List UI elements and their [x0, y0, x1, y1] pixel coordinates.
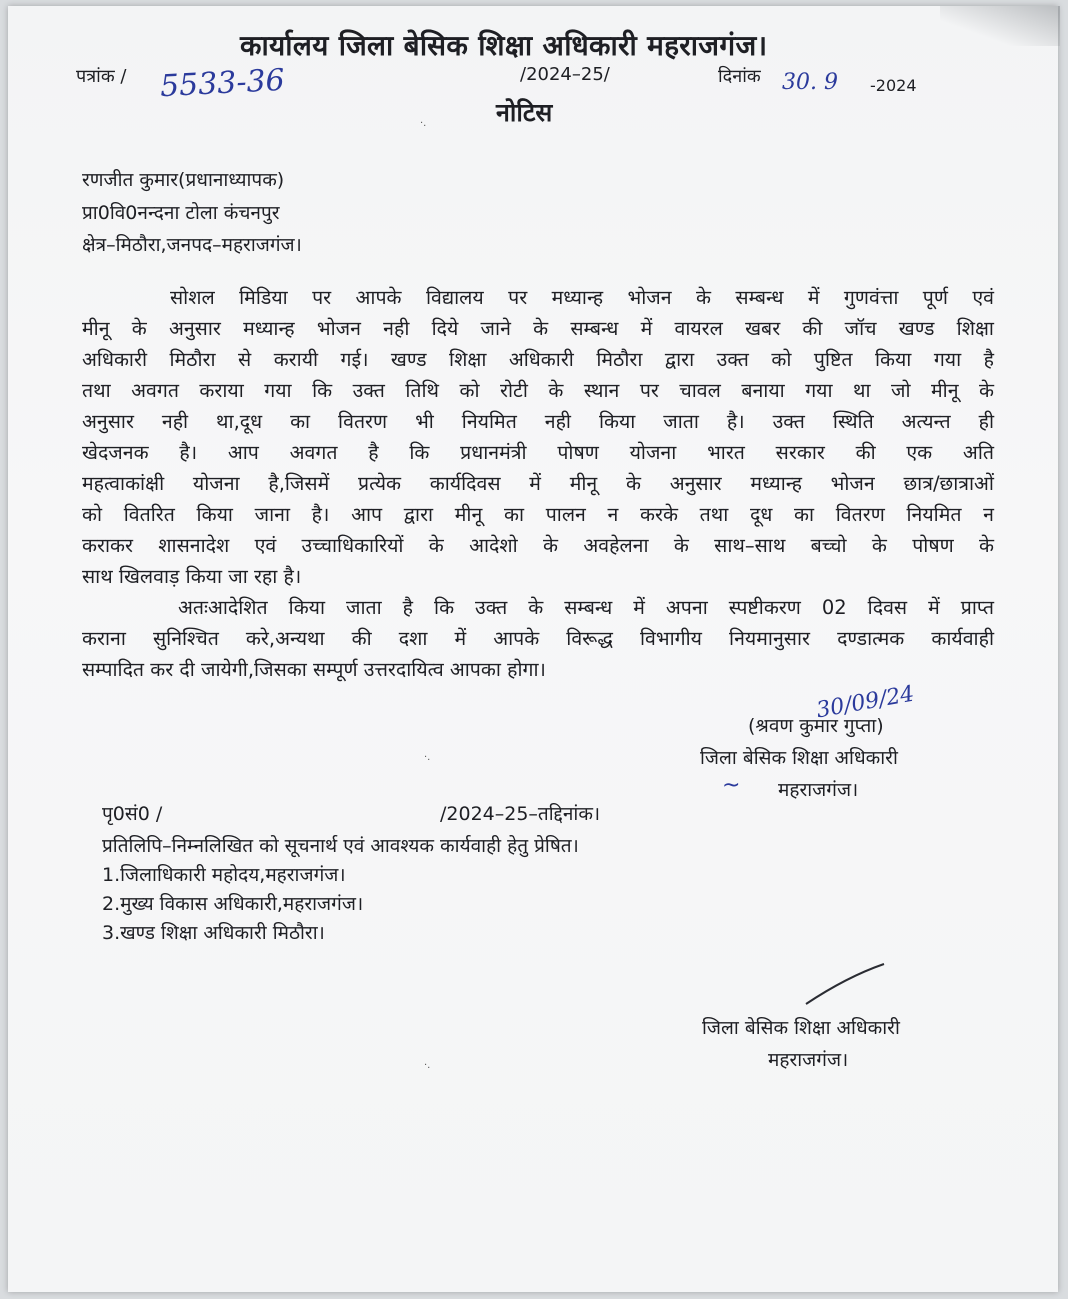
signatory-name: (श्रवण कुमार गुप्ता) — [748, 715, 884, 737]
footer-designation: जिला बेसिक शिक्षा अधिकारी — [702, 1017, 900, 1039]
para2-line: सम्पादित कर दी जायेगी,जिसका सम्पूर्ण उत्तरदायित्व आपका होगा। — [82, 658, 546, 681]
copy-item: 1.जिलाधिकारी महोदय,महराजगंज। — [102, 864, 346, 886]
office-title: कार्यालय जिला बेसिक शिक्षा अधिकारी महराजगंज। — [240, 29, 768, 62]
para1-line: अनुसार नही था,दूध का वितरण भी नियमित नही किया जाता है। उक्त स्थिति अत्यन्त ही — [82, 410, 994, 433]
initials-mark-icon: ~ — [722, 773, 741, 798]
copy-ref-right: /2024–25–तद्दिनांक। — [440, 803, 601, 825]
footer-place: महराजगंज। — [768, 1049, 849, 1071]
copy-item: 3.खण्ड शिक्षा अधिकारी मिठौरा। — [102, 922, 325, 944]
speck-icon: ·. — [420, 118, 427, 129]
para1-line: साथ खिलवाड़ किया जा रहा है। — [82, 565, 302, 588]
para1-line: महत्वाकांक्षी योजना है,जिसमें प्रत्येक कार्यदिवस में मीनू के अनुसार मध्यान्ह भोजन छात्र/छात्राओं — [82, 472, 994, 495]
addressee-line-2: प्रा0वि0नन्दना टोला कंचनपुर — [82, 202, 280, 224]
addressee-line-3: क्षेत्र–मिठौरा,जनपद–महराजगंज। — [82, 234, 302, 256]
para2-line: अतःआदेशित किया जाता है कि उक्त के सम्बन्ध में अपना स्पष्टीकरण 02 दिवस में प्राप्त — [178, 596, 994, 619]
copy-item: 2.मुख्य विकास अधिकारी,महराजगंज। — [102, 893, 364, 915]
speck-icon: ·. — [424, 752, 431, 763]
page-corner-shadow — [940, 6, 1060, 46]
para2-line: कराना सुनिश्चित करे,अन्यथा की दशा में आपके विरूद्ध विभागीय नियमानुसार दण्डात्मक कार्यवाही — [82, 627, 994, 650]
notice-heading: नोटिस — [496, 98, 553, 127]
ref-year: /2024–25/ — [520, 64, 610, 85]
signatory-place: महराजगंज। — [778, 779, 859, 801]
signature-handwritten: 30/09/24 — [814, 681, 917, 724]
para1-line: को वितरित किया जाना है। आप द्वारा मीनू का पालन न करके तथा दूध का वितरण नियमित न — [82, 503, 994, 526]
date-label: दिनांक — [718, 66, 761, 87]
signature-stroke-icon — [800, 960, 890, 1010]
para1-line: तथा अवगत कराया गया कि उक्त तिथि को रोटी के स्थान पर चावल बनाया गया था जो मीनू के — [82, 379, 994, 402]
body-paragraph-1 — [82, 282, 994, 592]
para1-line: खेदजनक है। आप अवगत है कि प्रधानमंत्री पोषण योजना भारत सरकार की एक अति — [82, 441, 994, 464]
para1-line: मीनू के अनुसार मध्यान्ह भोजन नही दिये जाने के सम्बन्ध में वायरल खबर की जॉच खण्ड शिक्षा — [82, 317, 994, 340]
para1-line: सोशल मिडिया पर आपके विद्यालय पर मध्यान्ह भोजन के सम्बन्ध में गुणवंत्ता पूर्ण एवं — [170, 286, 994, 309]
date-handwritten: 30. 9 — [782, 70, 838, 95]
ref-label: पत्रांक / — [76, 66, 127, 87]
para1-line: कराकर शासनादेश एवं उच्चाधिकारियों के आदेशो के अवहेलना के साथ–साथ बच्चो के पोषण के — [82, 534, 994, 557]
para1-line: अधिकारी मिठौरा से करायी गई। खण्ड शिक्षा अधिकारी मिठौरा द्वारा उक्त को पुष्टित किया गया है — [82, 348, 994, 371]
speck-icon: ·. — [424, 1060, 431, 1071]
copy-intro: प्रतिलिपि–निम्नलिखित को सूचनार्थ एवं आवश्यक कार्यवाही हेतु प्रेषित। — [102, 835, 579, 857]
copy-ref-left: पृ0सं0 / — [102, 803, 163, 825]
ref-number-handwritten: 5533-36 — [159, 62, 286, 105]
body-paragraph-2 — [82, 592, 994, 685]
signatory-designation: जिला बेसिक शिक्षा अधिकारी — [700, 747, 898, 769]
date-year: -2024 — [870, 76, 917, 95]
addressee-line-1: रणजीत कुमार(प्रधानाध्यापक) — [82, 169, 285, 191]
